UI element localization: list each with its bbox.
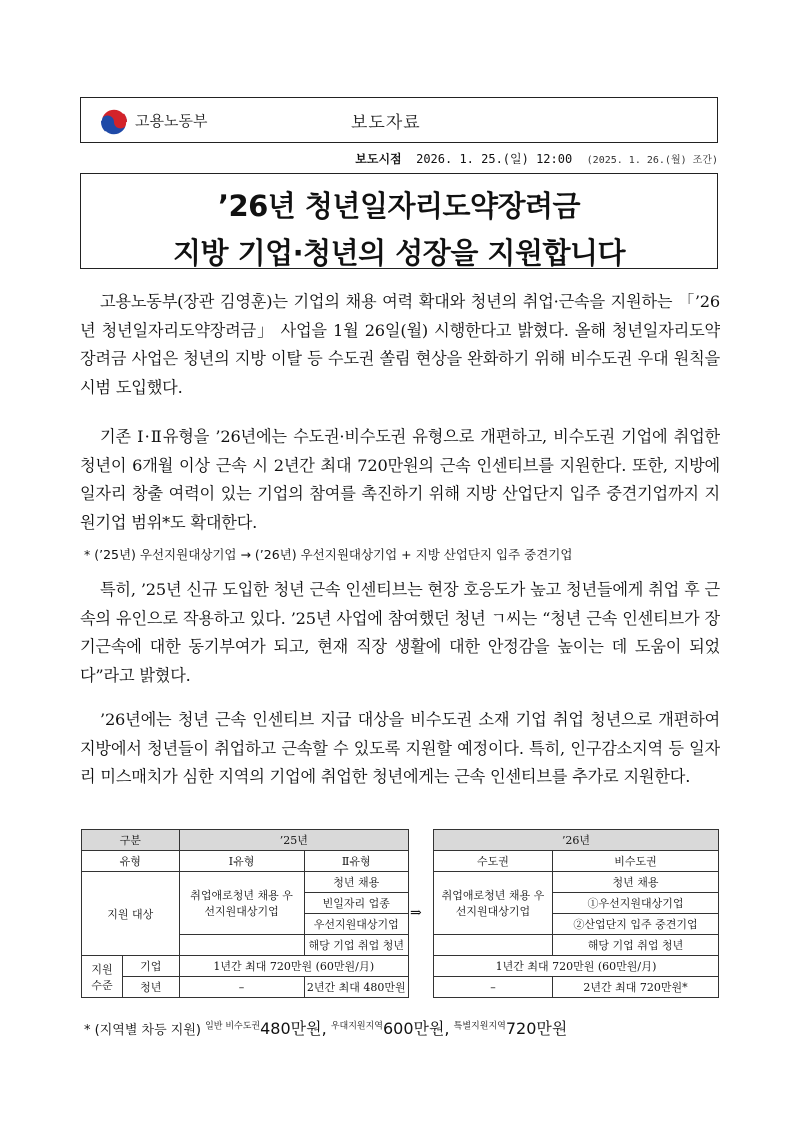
table2-nc-c: ②산업단지 입주 중견기업 [553, 914, 719, 935]
table-type1-empty [179, 935, 304, 956]
footnote2-region-1: 일반 비수도권 [205, 1021, 261, 1032]
table-target-label: 지원 대상 [82, 872, 180, 956]
paragraph-3: 특히, ’25년 신규 도입한 청년 근속 인센티브는 현장 호응도가 높고 청년들에게 취업 후 근속의 유인으로 작용하고 있다. ’25년 사업에 참여했던 청년 ㄱ씨는 “청년 근속 인센티브가 장기근속에 대한 동기부여가 되고, 현재 직장 생활에 대한 안정감을 높이는 데 도움이 되었다”라고 밝혔다. [80, 580, 720, 685]
table-level-label: 지원 수준 [82, 956, 123, 998]
paragraph-2: 기존 Ⅰ·Ⅱ유형을 ’26년에는 수도권·비수도권 유형으로 개편하고, 비수도권 기업에 취업한 청년이 6개월 이상 근속 시 2년간 최대 720만원의 근속 인센티브를 지원한다. 또한, 지방에 일자리 창출 여력이 있는 기업의 참여를 촉진하기 위해 지방 산업단지 입주 중견기업까지 지원기업 범위*도 확대한다. [80, 427, 720, 532]
table-type-label: 유형 [82, 851, 180, 872]
footnote2-value-1: 480만원, [260, 1019, 327, 1038]
table-type2-target-a: 청년 채용 [304, 872, 408, 893]
title-line-2: 지방 기업·청년의 성장을 지원합니다 [172, 236, 626, 270]
release-time [355, 150, 718, 167]
footnote2-prefix: * (지역별 차등 지원) [84, 1023, 201, 1038]
table-type2-target-b: 빈일자리 업종 [304, 893, 408, 914]
table-type2: Ⅱ유형 [304, 851, 408, 872]
table-youth-type2: 2년간 최대 480만원 [304, 977, 408, 998]
table-header-group: 구분 [82, 830, 180, 851]
table2-company-value: 1년간 최대 720만원 (60만원/月) [434, 956, 719, 977]
ministry-name: 고용노동부 [135, 112, 208, 130]
footnote-1: * (’25년) 우선지원대상기업 → (’26년) 우선지원대상기업 + 지방 산업단지 입주 중견기업 [84, 547, 573, 562]
table-company-label: 기업 [123, 956, 180, 977]
table2-cap-empty [434, 935, 553, 956]
taegeuk-logo-icon [99, 107, 129, 137]
table2-youth-noncapital: 2년간 최대 720만원* [553, 977, 719, 998]
table2-header-year: ’26년 [434, 830, 719, 851]
table2-noncapital: 비수도권 [553, 851, 719, 872]
paragraph-4: ’26년에는 청년 근속 인센티브 지급 대상을 비수도권 소재 기업 취업 청년으로 개편하여 지방에서 청년들이 취업하고 근속할 수 있도록 지원할 예정이다. 특히, 인구감소지역 등 일자리 미스매치가 심한 지역의 기업에 취업한 청년에게는 근속 인센티브를 추가로 지원한다. [80, 710, 720, 786]
release-note: (2025. 1. 26.(월) 조간) [586, 155, 718, 166]
table-header-year: ’25년 [179, 830, 408, 851]
paragraph-1: 고용노동부(장관 김영훈)는 기업의 채용 여력 확대와 청년의 취업·근속을 지원하는 「’26년 청년일자리도약장려금」 사업을 1월 26일(월) 시행한다고 밝혔다. 올해 청년일자리도약장려금 사업은 청년의 지방 이탈 등 수도권 쏠림 현상을 완화하기 위해 비수도권 우대 원칙을 시범 도입했다. [80, 292, 720, 397]
table2-capital: 수도권 [434, 851, 553, 872]
doc-type: 보도자료 [351, 113, 421, 133]
header-box [80, 97, 718, 143]
table-type2-target-d: 해당 기업 취업 청년 [304, 935, 408, 956]
footnote2-value-3: 720만원 [505, 1019, 568, 1038]
table2-nc-d: 해당 기업 취업 청년 [553, 935, 719, 956]
footnote2-region-2: 우대지원지역 [330, 1021, 383, 1032]
table-type2-target-c: 우선지원대상기업 [304, 914, 408, 935]
title-box [80, 173, 718, 269]
footnote2-value-2: 600만원, [382, 1019, 450, 1038]
release-date: 2026. 1. 25.(일) 12:00 [416, 152, 573, 166]
table-2026 [433, 829, 719, 998]
table2-capital-target: 취업애로청년 채용 우선지원대상기업 [434, 872, 553, 935]
table2-nc-b: ①우선지원대상기업 [553, 893, 719, 914]
table-type1-target: 취업애로청년 채용 우선지원대상기업 [179, 872, 304, 935]
table-company-value: 1년간 최대 720만원 (60만원/月) [179, 956, 408, 977]
footnote2-region-3: 특별지원지역 [453, 1021, 506, 1032]
footnote-2 [84, 1016, 567, 1039]
table-type1: Ⅰ유형 [179, 851, 304, 872]
title-line-1: ’26년 청년일자리도약장려금 [217, 189, 581, 223]
table-youth-label: 청년 [123, 977, 180, 998]
table2-nc-a: 청년 채용 [553, 872, 719, 893]
table-youth-type1: – [179, 977, 304, 998]
release-label: 보도시점 [355, 152, 402, 166]
table-2025 [81, 829, 409, 998]
arrow-icon: ⇒ [410, 905, 422, 921]
table2-youth-capital: – [434, 977, 553, 998]
